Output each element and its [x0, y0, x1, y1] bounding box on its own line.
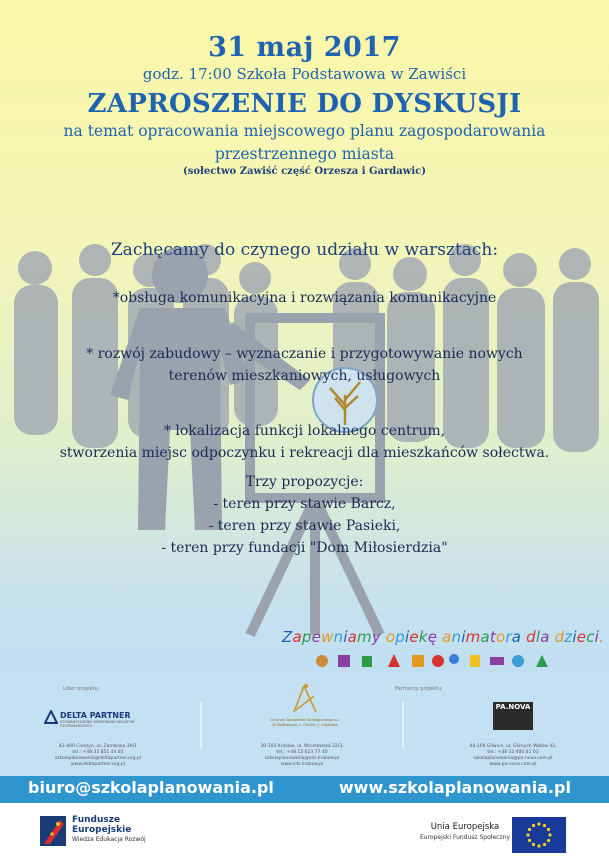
- bullet-center-line-1: * lokalizacja funkcji lokalnego centrum,: [163, 423, 446, 439]
- eu-star: [547, 839, 550, 842]
- eu-star: [543, 824, 546, 827]
- website-link[interactable]: www.szkolaplanowania.pl: [338, 778, 571, 797]
- kids-note-letter: p: [395, 628, 406, 646]
- kids-note-letter: a: [480, 628, 490, 646]
- address-line: tel.: +48 32 400 41 03: [487, 750, 539, 755]
- eu-star: [528, 839, 531, 842]
- eu-funds-program: Wiedza Edukacja Rozwój: [72, 836, 146, 843]
- subtopic: (sołectwo Zawiść część Orzesza i Gardawic): [183, 166, 426, 177]
- eu-star: [532, 824, 535, 827]
- partners-label: Partnerzy projektu:: [395, 686, 443, 692]
- eu-union-label: [420, 822, 510, 841]
- delta-partner-logo-icon: [44, 710, 58, 724]
- kids-note-letter: ę: [427, 628, 438, 646]
- eu-star: [537, 844, 540, 847]
- proposals: [0, 471, 609, 559]
- kids-note-letter: d: [526, 628, 536, 646]
- eu-funds-label: [72, 815, 146, 845]
- kids-note-letter: w: [321, 628, 334, 646]
- eu-funds-line: Europejskie: [72, 825, 132, 835]
- kids-care-note: [282, 628, 604, 646]
- topic-line-1: na temat opracowania miejscowego planu zagospodarowania: [63, 122, 546, 140]
- kids-note-letter: z: [564, 628, 573, 646]
- kids-note-letter: y: [371, 628, 381, 646]
- kids-note-letter: r: [505, 628, 512, 646]
- kids-note-letter: t: [489, 628, 496, 646]
- kids-note-letter: n: [451, 628, 462, 646]
- address-line: szkolaplanowania@cds.krakow.pl: [264, 756, 340, 761]
- eu-star: [547, 828, 550, 831]
- address-line: tel.: +48 12 623 77 40: [276, 750, 328, 755]
- address-line: 44-100 Gliwice, ul. Górnych Wałów 42,: [469, 744, 557, 749]
- bullet-transport: *obsługa komunikacyjna i rozwiązania komunikacyjne: [112, 290, 497, 306]
- event-time-place: godz. 17:00 Szkoła Podstawowa w Zawiści: [142, 65, 467, 83]
- address-line: www.cds.krakow.pl: [280, 762, 324, 767]
- eu-union-line: Unia Europejska: [430, 822, 500, 832]
- kids-note-letter: e: [409, 628, 419, 646]
- eu-star: [528, 828, 531, 831]
- kids-note-letter: m: [357, 628, 372, 646]
- address-line: szkolaplanowania@deltapartner.org.pl: [54, 756, 142, 761]
- eu-funds-logo-icon: [38, 814, 68, 848]
- kids-note-letter: n: [333, 628, 344, 646]
- proposal-item: - teren przy stawie Pasieki,: [208, 518, 401, 534]
- eu-star: [537, 822, 540, 825]
- eu-star: [526, 833, 529, 836]
- topic-line-2: przestrzennego miasta: [214, 145, 395, 163]
- address-line: 30-103 Kraków, ul. Wrocławska 22/3,: [260, 744, 344, 749]
- address-line: www.deltapartner.org.pl: [70, 762, 126, 767]
- kids-note-letter: i: [343, 628, 348, 646]
- leader-label: Lider projektu:: [63, 686, 100, 692]
- address-line: www.pa-nova.com.pl: [489, 762, 537, 767]
- kids-note-letter: c: [586, 628, 595, 646]
- kids-note-letter: a: [540, 628, 550, 646]
- kids-note-letter: e: [576, 628, 587, 646]
- address-line: szkolaplanowania@pa-nova.com.pl: [473, 756, 553, 761]
- kids-note-letter: a: [347, 628, 358, 646]
- kids-note-letter: d: [554, 628, 565, 646]
- kids-note-letter: a: [292, 628, 302, 646]
- delta-partner-name: DELTA PARTNER: [60, 711, 131, 720]
- proposal-item: - teren przy stawie Barcz,: [213, 496, 396, 512]
- kids-note-letter: i: [461, 628, 466, 646]
- kids-note-letter: e: [311, 628, 322, 646]
- kids-note-letter: Z: [282, 628, 293, 646]
- kids-note-letter: i: [405, 628, 410, 646]
- kids-note-letter: a: [442, 628, 452, 646]
- panova-logo: [493, 702, 533, 730]
- eu-flag-icon: [512, 817, 566, 853]
- eu-social-fund: Europejski Fundusz Społeczny: [420, 834, 510, 841]
- proposals-title: Trzy propozycje:: [245, 474, 364, 490]
- kids-note-letter: l: [535, 628, 541, 646]
- header: [0, 32, 609, 177]
- bullet-center: [0, 420, 609, 464]
- divider: [200, 702, 202, 748]
- panova-name: PA.NOVA: [495, 703, 531, 711]
- kids-note-letter: k: [418, 628, 428, 646]
- cds-name: [255, 718, 355, 727]
- kids-note-letter: .: [599, 628, 604, 646]
- eu-star: [543, 843, 546, 846]
- kids-note-letter: o: [385, 628, 396, 646]
- kids-note-letter: m: [465, 628, 481, 646]
- kids-note-letter: i: [572, 628, 577, 646]
- toys-icon: [314, 651, 554, 669]
- cds-name-line: D. Bodkowska, L. Chmiel, J. Urbańska: [272, 722, 338, 727]
- invite-heading: Zachęcamy do czynego udziału w warsztach:: [110, 240, 499, 260]
- eu-star: [532, 843, 535, 846]
- email-link[interactable]: biuro@szkolaplanowania.pl: [28, 778, 274, 797]
- cds-name-line: Centrum Doradztwa Strategicznego s.c.: [270, 718, 340, 722]
- page-title: ZAPROSZENIE DO DYSKUSJI: [87, 89, 522, 119]
- proposal-item: - teren przy fundacji "Dom Miłosierdzia": [161, 540, 448, 556]
- bullet-development-line-2: terenów mieszkaniowych, usługowych: [168, 368, 441, 384]
- bullet-center-line-2: stworzenia miejsc odpoczynku i rekreacji dla mieszkańców sołectwa.: [59, 445, 550, 461]
- kids-note-letter: i: [594, 628, 600, 646]
- divider: [402, 702, 404, 748]
- eu-star: [548, 833, 551, 836]
- address-line: 43-400 Cieszyn, ul. Zamkowa 3A/1: [58, 744, 138, 749]
- bullet-development-line-1: * rozwój zabudowy – wyznaczanie i przygotowywanie nowych: [86, 346, 523, 362]
- delta-partner-address: [28, 744, 168, 768]
- eu-funds-line: Fundusze: [72, 815, 121, 825]
- panova-address: [443, 744, 583, 768]
- event-date: 31 maj 2017: [208, 32, 401, 63]
- cds-logo-icon: [290, 682, 320, 716]
- kids-note-letter: o: [495, 628, 506, 646]
- delta-partner-subtitle: STOWARZYSZENIE WSPIERANIA INICJATYW GOSPODARCZYCH: [60, 720, 135, 728]
- partners-section: [0, 676, 609, 776]
- kids-note-letter: p: [301, 628, 312, 646]
- address-line: tel.: +48 33 851 44 81: [72, 750, 124, 755]
- bullet-development: [0, 343, 609, 387]
- cds-address: [232, 744, 372, 768]
- kids-note-letter: a: [511, 628, 522, 646]
